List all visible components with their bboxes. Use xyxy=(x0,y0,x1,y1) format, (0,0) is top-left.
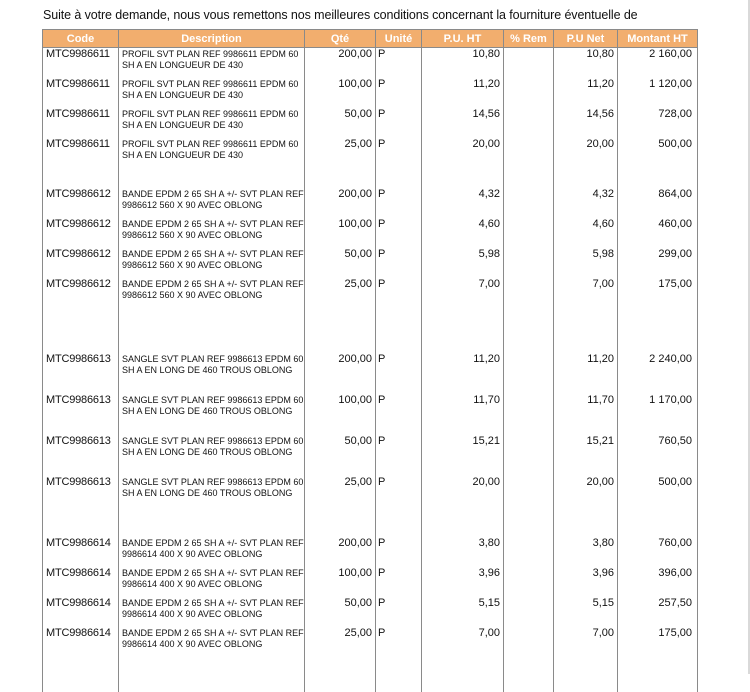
cell-code: MTC9986612 xyxy=(43,218,119,248)
cell-rem xyxy=(504,567,554,597)
table-row xyxy=(43,248,698,278)
cell-qty: 50,00 xyxy=(305,597,376,627)
cell-code: MTC9986612 xyxy=(43,188,119,218)
cell-rem xyxy=(504,394,554,435)
cell-code: MTC9986611 xyxy=(43,48,119,79)
cell-pu-net: 5,98 xyxy=(554,248,618,278)
cell-unit: P xyxy=(376,597,422,627)
table-row xyxy=(43,353,698,394)
cell-unit: P xyxy=(376,537,422,567)
cell-pu-net: 20,00 xyxy=(554,138,618,168)
cell-qty: 200,00 xyxy=(305,537,376,567)
cell-qty: 25,00 xyxy=(305,476,376,517)
cell-pu-ht: 15,21 xyxy=(422,435,504,476)
cell-unit: P xyxy=(376,78,422,108)
cell-code: MTC9986614 xyxy=(43,627,119,657)
cell-pu-net: 7,00 xyxy=(554,627,618,657)
cell-rem xyxy=(504,248,554,278)
cell-unit: P xyxy=(376,278,422,308)
cell-montant: 1 120,00 xyxy=(618,78,698,108)
cell-pu-ht: 3,80 xyxy=(422,537,504,567)
table-row xyxy=(43,627,698,657)
cell-description: BANDE EPDM 2 65 SH A +/- SVT PLAN REF 9986614 400 X 90 AVEC OBLONG xyxy=(119,627,305,657)
cell-pu-net: 4,32 xyxy=(554,188,618,218)
cell-pu-ht: 11,20 xyxy=(422,78,504,108)
cell-code: MTC9986611 xyxy=(43,108,119,138)
cell-pu-ht: 4,60 xyxy=(422,218,504,248)
cell-pu-ht: 14,56 xyxy=(422,108,504,138)
cell-description: BANDE EPDM 2 65 SH A +/- SVT PLAN REF 9986612 560 X 90 AVEC OBLONG xyxy=(119,188,305,218)
cell-code: MTC9986612 xyxy=(43,248,119,278)
cell-description: SANGLE SVT PLAN REF 9986613 EPDM 60 SH A EN LONG DE 460 TROUS OBLONG xyxy=(119,435,305,476)
cell-pu-ht: 20,00 xyxy=(422,138,504,168)
cell-code: MTC9986614 xyxy=(43,597,119,627)
cell-rem xyxy=(504,78,554,108)
cell-unit: P xyxy=(376,48,422,79)
intro-text: Suite à votre demande, nous vous remettons nos meilleures conditions concernant la fourniture éventuelle de xyxy=(43,8,638,22)
cell-montant: 1 170,00 xyxy=(618,394,698,435)
cell-code: MTC9986612 xyxy=(43,278,119,308)
spacer-row xyxy=(43,517,698,537)
table-header-row xyxy=(43,30,698,48)
table-row xyxy=(43,567,698,597)
cell-pu-net: 3,80 xyxy=(554,537,618,567)
cell-pu-net: 20,00 xyxy=(554,476,618,517)
cell-unit: P xyxy=(376,476,422,517)
cell-description: SANGLE SVT PLAN REF 9986613 EPDM 60 SH A EN LONG DE 460 TROUS OBLONG xyxy=(119,476,305,517)
cell-pu-ht: 4,32 xyxy=(422,188,504,218)
table-row xyxy=(43,218,698,248)
cell-montant: 2 160,00 xyxy=(618,48,698,79)
col-header-qty: Qté xyxy=(305,30,376,48)
cell-code: MTC9986613 xyxy=(43,394,119,435)
cell-qty: 25,00 xyxy=(305,627,376,657)
cell-description: BANDE EPDM 2 65 SH A +/- SVT PLAN REF 9986614 400 X 90 AVEC OBLONG xyxy=(119,567,305,597)
cell-rem xyxy=(504,627,554,657)
cell-montant: 460,00 xyxy=(618,218,698,248)
col-header-unit: Unité xyxy=(376,30,422,48)
cell-montant: 500,00 xyxy=(618,476,698,517)
cell-pu-net: 14,56 xyxy=(554,108,618,138)
cell-unit: P xyxy=(376,188,422,218)
table-row xyxy=(43,435,698,476)
col-header-description: Description xyxy=(119,30,305,48)
cell-rem xyxy=(504,48,554,79)
cell-pu-net: 11,20 xyxy=(554,353,618,394)
cell-montant: 175,00 xyxy=(618,278,698,308)
cell-description: BANDE EPDM 2 65 SH A +/- SVT PLAN REF 9986612 560 X 90 AVEC OBLONG xyxy=(119,218,305,248)
cell-montant: 175,00 xyxy=(618,627,698,657)
cell-montant: 500,00 xyxy=(618,138,698,168)
cell-rem xyxy=(504,218,554,248)
cell-pu-ht: 5,15 xyxy=(422,597,504,627)
cell-pu-ht: 3,96 xyxy=(422,567,504,597)
cell-montant: 299,00 xyxy=(618,248,698,278)
cell-code: MTC9986613 xyxy=(43,353,119,394)
cell-description: BANDE EPDM 2 65 SH A +/- SVT PLAN REF 9986614 400 X 90 AVEC OBLONG xyxy=(119,537,305,567)
cell-pu-net: 5,15 xyxy=(554,597,618,627)
table-row xyxy=(43,537,698,567)
cell-unit: P xyxy=(376,218,422,248)
cell-pu-net: 3,96 xyxy=(554,567,618,597)
cell-unit: P xyxy=(376,138,422,168)
cell-rem xyxy=(504,353,554,394)
cell-qty: 25,00 xyxy=(305,138,376,168)
cell-pu-ht: 10,80 xyxy=(422,48,504,79)
cell-qty: 100,00 xyxy=(305,394,376,435)
cell-description: BANDE EPDM 2 65 SH A +/- SVT PLAN REF 9986612 560 X 90 AVEC OBLONG xyxy=(119,248,305,278)
cell-unit: P xyxy=(376,394,422,435)
cell-qty: 200,00 xyxy=(305,188,376,218)
cell-qty: 200,00 xyxy=(305,353,376,394)
cell-pu-ht: 7,00 xyxy=(422,627,504,657)
table-row xyxy=(43,138,698,168)
cell-montant: 864,00 xyxy=(618,188,698,218)
table-row xyxy=(43,394,698,435)
cell-pu-net: 10,80 xyxy=(554,48,618,79)
col-header-pu-net: P.U Net xyxy=(554,30,618,48)
cell-code: MTC9986611 xyxy=(43,138,119,168)
table-row xyxy=(43,108,698,138)
cell-qty: 200,00 xyxy=(305,48,376,79)
cell-unit: P xyxy=(376,248,422,278)
cell-rem xyxy=(504,435,554,476)
cell-montant: 2 240,00 xyxy=(618,353,698,394)
cell-pu-net: 11,20 xyxy=(554,78,618,108)
cell-rem xyxy=(504,278,554,308)
cell-montant: 728,00 xyxy=(618,108,698,138)
table-row xyxy=(43,78,698,108)
table-row xyxy=(43,278,698,308)
cell-pu-ht: 7,00 xyxy=(422,278,504,308)
cell-qty: 50,00 xyxy=(305,108,376,138)
cell-unit: P xyxy=(376,627,422,657)
cell-pu-ht: 11,20 xyxy=(422,353,504,394)
cell-rem xyxy=(504,537,554,567)
cell-description: BANDE EPDM 2 65 SH A +/- SVT PLAN REF 9986612 560 X 90 AVEC OBLONG xyxy=(119,278,305,308)
cell-qty: 25,00 xyxy=(305,278,376,308)
cell-unit: P xyxy=(376,353,422,394)
cell-rem xyxy=(504,476,554,517)
cell-code: MTC9986611 xyxy=(43,78,119,108)
cell-montant: 257,50 xyxy=(618,597,698,627)
cell-pu-net: 7,00 xyxy=(554,278,618,308)
spacer-row xyxy=(43,657,698,692)
cell-code: MTC9986614 xyxy=(43,537,119,567)
cell-description: SANGLE SVT PLAN REF 9986613 EPDM 60 SH A EN LONG DE 460 TROUS OBLONG xyxy=(119,394,305,435)
cell-unit: P xyxy=(376,108,422,138)
cell-description: PROFIL SVT PLAN REF 9986611 EPDM 60 SH A EN LONGUEUR DE 430 xyxy=(119,48,305,79)
cell-code: MTC9986613 xyxy=(43,435,119,476)
cell-qty: 100,00 xyxy=(305,78,376,108)
cell-description: PROFIL SVT PLAN REF 9986611 EPDM 60 SH A EN LONGUEUR DE 430 xyxy=(119,108,305,138)
cell-pu-net: 11,70 xyxy=(554,394,618,435)
cell-qty: 100,00 xyxy=(305,567,376,597)
cell-montant: 396,00 xyxy=(618,567,698,597)
col-header-montant: Montant HT xyxy=(618,30,698,48)
col-header-code: Code xyxy=(43,30,119,48)
cell-rem xyxy=(504,138,554,168)
cell-unit: P xyxy=(376,567,422,597)
table-row xyxy=(43,476,698,517)
cell-pu-ht: 11,70 xyxy=(422,394,504,435)
cell-pu-net: 4,60 xyxy=(554,218,618,248)
cell-qty: 50,00 xyxy=(305,435,376,476)
cell-rem xyxy=(504,188,554,218)
cell-rem xyxy=(504,597,554,627)
cell-code: MTC9986613 xyxy=(43,476,119,517)
quote-table xyxy=(42,29,698,692)
col-header-pu-ht: P.U. HT xyxy=(422,30,504,48)
cell-qty: 50,00 xyxy=(305,248,376,278)
cell-description: SANGLE SVT PLAN REF 9986613 EPDM 60 SH A EN LONG DE 460 TROUS OBLONG xyxy=(119,353,305,394)
cell-montant: 760,00 xyxy=(618,537,698,567)
cell-description: PROFIL SVT PLAN REF 9986611 EPDM 60 SH A EN LONGUEUR DE 430 xyxy=(119,78,305,108)
cell-pu-ht: 20,00 xyxy=(422,476,504,517)
table-row xyxy=(43,48,698,79)
table-row xyxy=(43,188,698,218)
cell-pu-net: 15,21 xyxy=(554,435,618,476)
table-row xyxy=(43,597,698,627)
cell-qty: 100,00 xyxy=(305,218,376,248)
cell-pu-ht: 5,98 xyxy=(422,248,504,278)
col-header-rem: % Rem xyxy=(504,30,554,48)
cell-code: MTC9986614 xyxy=(43,567,119,597)
cell-rem xyxy=(504,108,554,138)
cell-description: PROFIL SVT PLAN REF 9986611 EPDM 60 SH A EN LONGUEUR DE 430 xyxy=(119,138,305,168)
spacer-row xyxy=(43,308,698,353)
cell-montant: 760,50 xyxy=(618,435,698,476)
cell-unit: P xyxy=(376,435,422,476)
cell-description: BANDE EPDM 2 65 SH A +/- SVT PLAN REF 9986614 400 X 90 AVEC OBLONG xyxy=(119,597,305,627)
spacer-row xyxy=(43,168,698,188)
